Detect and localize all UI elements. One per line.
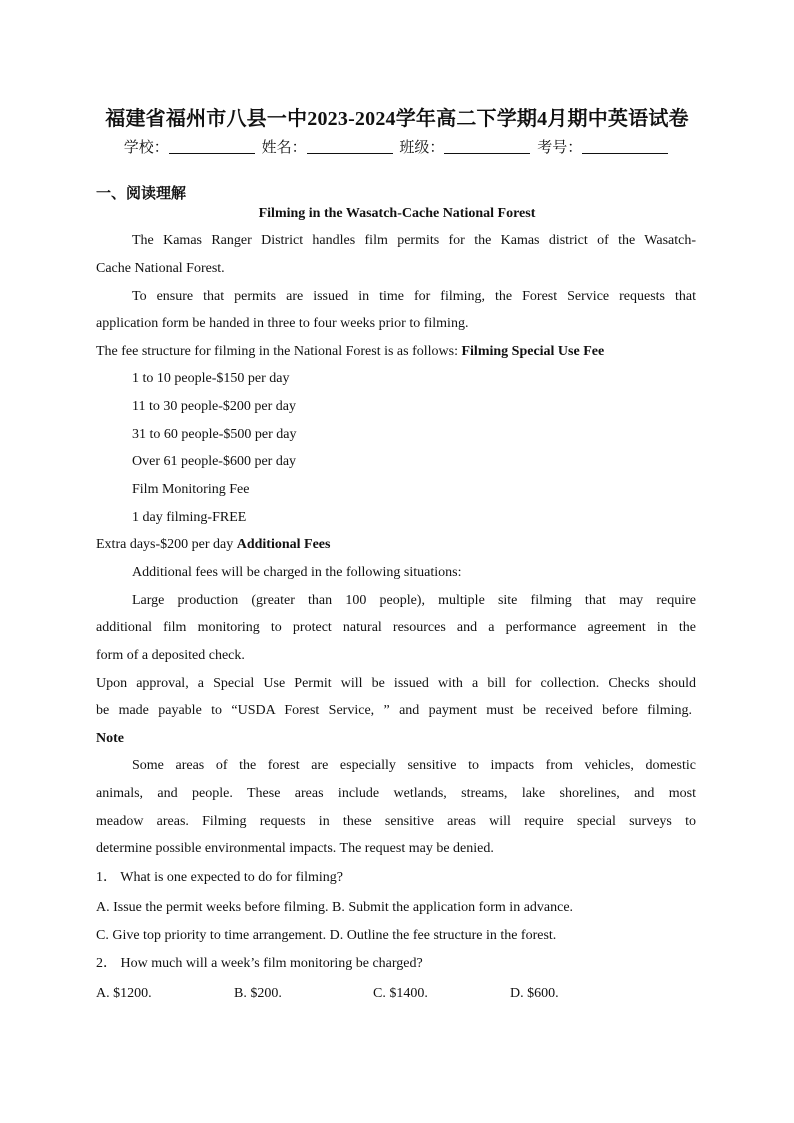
page-title: 福建省福州市八县一中2023-2024学年高二下学期4月期中英语试卷 <box>105 108 689 130</box>
paragraph-2-line-2: application form be handed in three to four weeks prior to filming. <box>96 316 469 331</box>
paragraph-7-line-1: Upon approval, a Special Use Permit will be issued with a bill for collection. Checks should <box>96 676 696 691</box>
number-blank[interactable] <box>582 139 668 154</box>
paragraph-5: Additional fees will be charged in the following situations: <box>132 565 462 580</box>
question-1-options-row-1[interactable]: A. Issue the permit weeks before filming. B. Submit the application form in advance. <box>96 900 574 915</box>
fee-item: 11 to 30 people-$200 per day <box>132 399 296 414</box>
paragraph-8-line-4: determine possible environmental impacts. The request may be denied. <box>96 841 494 856</box>
question-2-stem: 2． How much will a week’s film monitoring be charged? <box>96 956 423 971</box>
paragraph-8-line-1: Some areas of the forest are especially sensitive to impacts from vehicles, domestic <box>132 758 696 773</box>
paragraph-6-line-1: Large production (greater than 100 people), multiple site filming that may require <box>132 593 696 608</box>
school-label: 学校： <box>123 138 169 156</box>
paragraph-6-line-2: additional film monitoring to protect natural resources and a performance agreement in the <box>96 620 696 635</box>
class-blank[interactable] <box>444 139 530 154</box>
section-heading: 一、阅读理解 <box>96 184 187 202</box>
fee-item: Over 61 people-$600 per day <box>132 454 297 469</box>
note-heading: Note <box>96 731 124 746</box>
paragraph-6-line-3: form of a deposited check. <box>96 648 245 663</box>
fee-item: 1 day filming-FREE <box>132 510 247 525</box>
fee-structure-line <box>96 343 604 361</box>
question-2-option-a[interactable]: A. $1200. <box>96 986 152 1001</box>
special-use-fee-heading: Filming Special Use Fee <box>461 344 605 359</box>
fee-item: 31 to 60 people-$500 per day <box>132 427 297 442</box>
additional-fees-heading: Additional Fees <box>236 537 331 552</box>
passage-title: Filming in the Wasatch-Cache National Forest <box>258 206 536 221</box>
extra-days-text: Extra days-$200 per day <box>96 537 234 552</box>
fee-structure-text: The fee structure for filming in the National Forest is as follows: <box>96 344 458 359</box>
question-1-options-row-2[interactable]: C. Give top priority to time arrangement. D. Outline the fee structure in the forest. <box>96 928 557 943</box>
paragraph-7-line-2: be made payable to “USDA Forest Service, ” and payment must be received before filming. <box>96 703 692 718</box>
class-label: 班级： <box>399 138 445 156</box>
fee-item: Film Monitoring Fee <box>132 482 250 497</box>
student-info-line <box>0 136 794 157</box>
fee-item: 1 to 10 people-$150 per day <box>132 371 290 386</box>
question-2-option-d[interactable]: D. $600. <box>510 986 559 1001</box>
paragraph-1-line-2: Cache National Forest. <box>96 261 225 276</box>
extra-days-line <box>96 536 330 554</box>
paragraph-2-line-1: To ensure that permits are issued in time for filming, the Forest Service requests that <box>132 289 696 304</box>
question-1-stem: 1． What is one expected to do for filming? <box>96 870 344 885</box>
name-label: 姓名： <box>261 138 307 156</box>
question-2-option-c[interactable]: C. $1400. <box>373 986 428 1001</box>
paragraph-8-line-2: animals, and people. These areas include wetlands, streams, lake shorelines, and most <box>96 786 696 801</box>
number-label: 考号： <box>537 138 583 156</box>
paragraph-1-line-1: The Kamas Ranger District handles film permits for the Kamas district of the Wasatch- <box>132 233 696 248</box>
school-blank[interactable] <box>169 139 255 154</box>
name-blank[interactable] <box>307 139 393 154</box>
paragraph-8-line-3: meadow areas. Filming requests in these sensitive areas will require special surveys to <box>96 814 696 829</box>
question-2-option-b[interactable]: B. $200. <box>234 986 282 1001</box>
